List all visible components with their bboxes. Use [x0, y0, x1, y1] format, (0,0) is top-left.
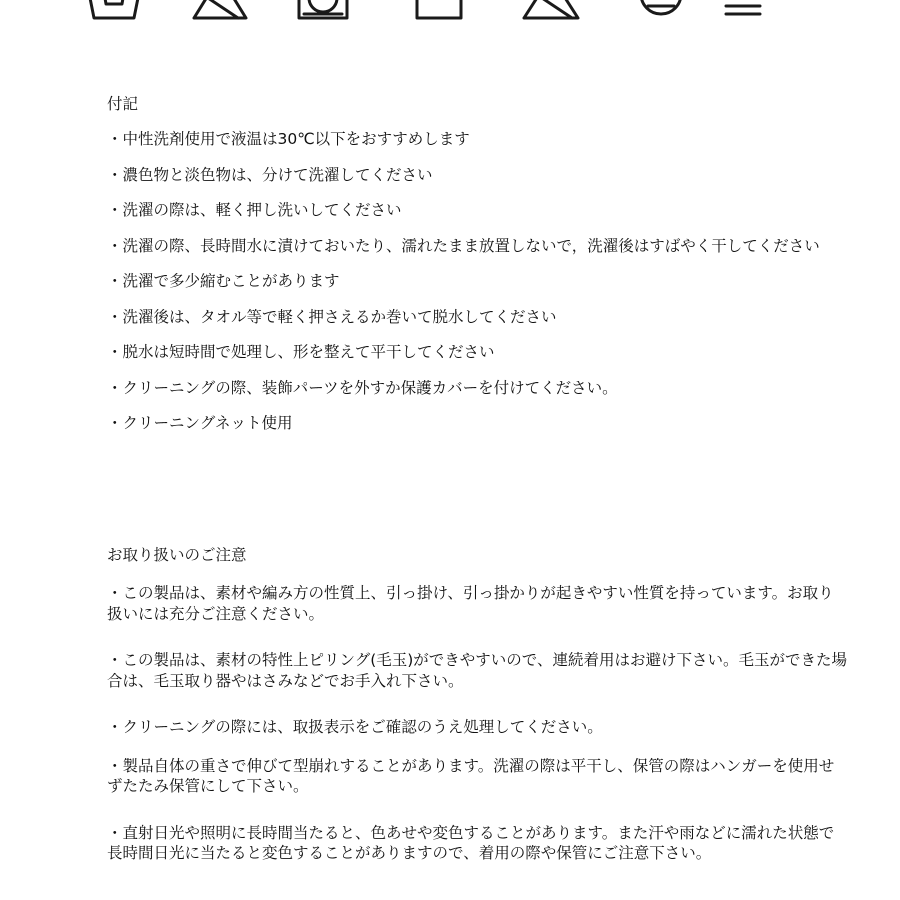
- dry-clean-circle-icon: [636, 0, 686, 20]
- cautions-item: ・直射日光や照明に長時間当たると、色あせや変色することがあります。また汗や雨などに濡れた状態で長時間日光に当たると変色することがありますので、着用の際や保管にご注意下さい。: [107, 823, 835, 862]
- flat-dry-lines-icon: [720, 0, 766, 20]
- cautions-item: ・製品自体の重さで伸びて型崩れすることがあります。洗濯の際は平干し、保管の際はハンガーを使用せずたたみ保管にして下さい。: [107, 756, 835, 795]
- notes-item: ・クリーニングの際、装飾パーツを外すか保護カバーを付けてください。: [107, 378, 618, 397]
- notes-item: ・洗濯後は、タオル等で軽く押さえるか巻いて脱水してください: [107, 307, 557, 326]
- cautions-title: お取り扱いのご注意: [107, 546, 247, 564]
- no-bleach-triangle-icon: [190, 0, 250, 20]
- notes-item: ・濃色物と淡色物は、分けて洗濯してください: [107, 165, 433, 184]
- cautions-item: ・この製品は、素材の特性上ピリング(毛玉)ができやすいので、連続着用はお避け下さい。毛玉ができた場合は、毛玉取り器やはさみなどでお手入れ下さい。: [107, 651, 847, 690]
- notes-item: ・中性洗剤使用で液温は30℃以下をおすすめします: [107, 130, 470, 148]
- notes-title: 付記: [107, 95, 139, 113]
- washtub-hand-icon: [86, 0, 142, 20]
- notes-item: ・洗濯で多少縮むことがあります: [107, 272, 340, 290]
- tumble-dry-icon: [296, 0, 350, 20]
- cautions-item: ・この製品は、素材や編み方の性質上、引っ掛け、引っ掛かりが起きやすい性質を持っています。お取り扱いには充分ご注意ください。: [107, 584, 834, 623]
- notes-section: [107, 94, 847, 434]
- care-icons-row: [0, 0, 900, 22]
- cautions-item: ・クリーニングの際には、取扱表示をご確認のうえ処理してください。: [107, 718, 603, 736]
- notes-item: ・洗濯の際、長時間水に漬けておいたり、濡れたまま放置しないで，洗濯後はすばやく干してください: [107, 236, 820, 255]
- notes-item: ・洗濯の際は、軽く押し洗いしてください: [107, 201, 402, 219]
- notes-item: ・脱水は短時間で処理し、形を整えて平干してください: [107, 343, 495, 361]
- notes-item: ・クリーニングネット使用: [107, 414, 293, 432]
- iron-triangle-icon: [520, 0, 582, 20]
- line-dry-icon: [414, 0, 464, 20]
- handling-cautions-section: [107, 545, 847, 864]
